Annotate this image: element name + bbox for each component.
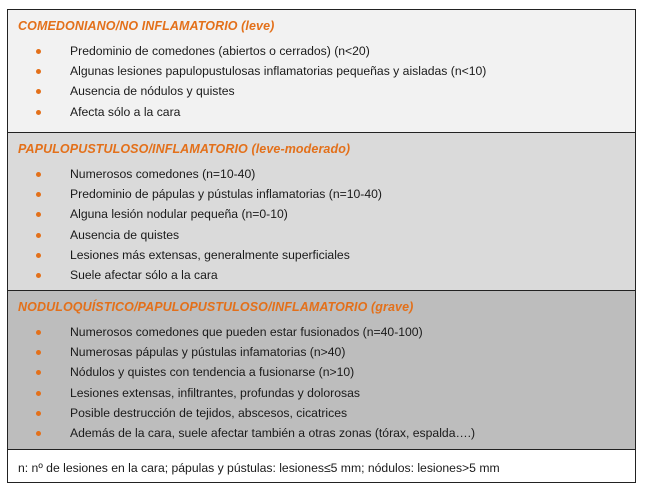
item-text: Predominio de comedones (abiertos o cerrados) (n<20) xyxy=(70,44,370,58)
bullet-icon xyxy=(36,89,41,94)
bullet-icon xyxy=(36,192,41,197)
bullet-icon xyxy=(36,110,41,115)
item-text: Nódulos y quistes con tendencia a fusionarse (n>10) xyxy=(70,365,355,380)
list-item xyxy=(36,184,382,204)
item-text: Numerosos comedones que pueden estar fusionados (n=40-100) xyxy=(70,325,423,339)
item-list xyxy=(36,322,475,443)
item-text: Posible destrucción de tejidos, abscesos, cicatrices xyxy=(70,405,348,420)
item-list xyxy=(36,164,382,285)
bullet-icon xyxy=(36,431,41,436)
item-text: Además de la cara, suele afectar también a otras zonas (tórax, espalda….) xyxy=(70,425,476,440)
list-item xyxy=(36,322,475,342)
bullet-icon xyxy=(36,370,41,375)
footnote-text: n: nº de lesiones en la cara; pápulas y pústulas: lesiones≤5 mm; nódulos: lesiones>5 mm xyxy=(18,461,500,475)
section-title: NODULOQUÍSTICO/PAPULOPUSTULOSO/INFLAMATORIO (grave) xyxy=(18,300,414,314)
item-text: Afecta sólo a la cara xyxy=(70,104,181,119)
section-mild xyxy=(8,10,635,133)
list-item xyxy=(36,265,382,285)
list-item xyxy=(36,383,475,403)
item-text: Lesiones más extensas, generalmente superficiales xyxy=(70,247,350,262)
item-text: Alguna lesión nodular pequeña (n=0-10) xyxy=(70,207,288,222)
bullet-icon xyxy=(36,49,41,54)
list-item xyxy=(36,245,382,265)
section-title: COMEDONIANO/NO INFLAMATORIO (leve) xyxy=(18,19,275,33)
list-item xyxy=(36,342,475,362)
list-item xyxy=(36,102,486,122)
item-text: Lesiones extensas, infiltrantes, profundas y dolorosas xyxy=(70,385,360,400)
section-title: PAPULOPUSTULOSO/INFLAMATORIO (leve-moderado) xyxy=(18,142,351,156)
section-moderate xyxy=(8,133,635,291)
list-item xyxy=(36,225,382,245)
list-item xyxy=(36,81,486,101)
bullet-icon xyxy=(36,350,41,355)
item-list xyxy=(36,41,486,122)
item-text: Numerosos comedones (n=10-40) xyxy=(70,167,256,181)
list-item xyxy=(36,61,486,81)
list-item xyxy=(36,204,382,224)
acne-classification-table xyxy=(7,9,636,483)
bullet-icon xyxy=(36,411,41,416)
list-item xyxy=(36,403,475,423)
section-severe xyxy=(8,291,635,450)
bullet-icon xyxy=(36,273,41,278)
bullet-icon xyxy=(36,233,41,238)
bullet-icon xyxy=(36,172,41,177)
item-text: Algunas lesiones papulopustulosas inflamatorias pequeñas y aisladas (n<10) xyxy=(70,64,487,79)
bullet-icon xyxy=(36,253,41,258)
item-text: Predominio de pápulas y pústulas inflamatorias (n=10-40) xyxy=(70,187,382,202)
bullet-icon xyxy=(36,330,41,335)
list-item xyxy=(36,423,475,443)
bullet-icon xyxy=(36,69,41,74)
footnote-row xyxy=(8,450,635,482)
list-item xyxy=(36,41,486,61)
item-text: Ausencia de nódulos y quistes xyxy=(70,84,235,99)
item-text: Ausencia de quistes xyxy=(70,227,180,242)
item-text: Suele afectar sólo a la cara xyxy=(70,267,218,282)
bullet-icon xyxy=(36,391,41,396)
list-item xyxy=(36,362,475,382)
item-text: Numerosas pápulas y pústulas infamatorias (n>40) xyxy=(70,345,346,360)
bullet-icon xyxy=(36,212,41,217)
list-item xyxy=(36,164,382,184)
